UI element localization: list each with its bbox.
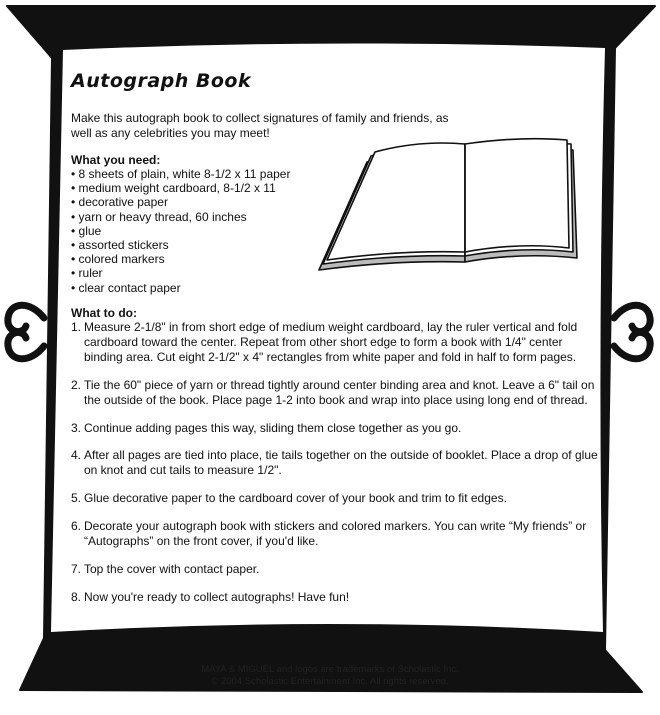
step-item: [71, 320, 599, 365]
step-text: Now you're ready to collect autographs! Have fun!: [84, 590, 350, 604]
step-text: Glue decorative paper to the cardboard cover of your book and trim to fit edges.: [84, 491, 507, 505]
step-number: 1.: [71, 320, 82, 334]
copyright-line: © 2004 Scholastic Entertainment Inc. All rights reserved.: [211, 676, 449, 687]
step-item: [71, 448, 599, 478]
step-number: 6.: [71, 519, 82, 533]
step-number: 4.: [71, 448, 82, 462]
todo-heading: What to do:: [71, 306, 137, 320]
list-item: • yarn or heavy thread, 60 inches: [71, 210, 290, 224]
list-item: • 8 sheets of plain, white 8-1/2 x 11 paper: [71, 167, 290, 181]
step-item: [71, 378, 599, 408]
copyright-footer: [0, 664, 660, 688]
list-item: • glue: [71, 224, 290, 238]
step-text: After all pages are tied into place, tie tails together on the outside of booklet. Place a drop of glue on knot and cut tails to measure 1/2".: [84, 448, 598, 477]
list-item: • colored markers: [71, 252, 290, 266]
step-number: 2.: [71, 378, 82, 392]
step-text: Decorate your autograph book with stickers and colored markers. You can write “My friends” or “Autographs” on the front cover, if you'd like.: [84, 519, 587, 548]
trademark-line: MAYA & MIGUEL and logos are trademarks of Scholastic Inc.: [201, 664, 459, 675]
step-item: [71, 519, 599, 549]
intro-text: Make this autograph book to collect signatures of family and friends, as well as any celebrities you may meet!: [71, 111, 449, 140]
step-item: [71, 590, 599, 605]
step-text: Measure 2-1/8" in from short edge of medium weight cardboard, lay the ruler vertical and fold cardboard toward the center. Repeat from other short edge to form a book with 1/4" center binding area. Cut eight 2-1/2" x 4" rectangles from white paper and fold in half to form pages.: [84, 320, 578, 364]
page-title: Autograph Book: [71, 70, 252, 92]
step-number: 8.: [71, 590, 82, 604]
step-text: Top the cover with contact paper.: [84, 562, 260, 576]
step-number: 7.: [71, 562, 82, 576]
needs-list: [71, 167, 290, 295]
list-item: • assorted stickers: [71, 238, 290, 252]
list-item: • medium weight cardboard, 8-1/2 x 11: [71, 181, 290, 195]
step-item: [71, 562, 599, 577]
step-number: 5.: [71, 491, 82, 505]
needs-heading: What you need:: [71, 153, 161, 167]
step-item: [71, 421, 599, 436]
step-number: 3.: [71, 421, 82, 435]
step-item: [71, 491, 599, 506]
list-item: • clear contact paper: [71, 281, 290, 295]
open-book-illustration: [315, 132, 583, 280]
list-item: • decorative paper: [71, 195, 290, 209]
list-item: • ruler: [71, 266, 290, 280]
step-text: Continue adding pages this way, sliding them close together as you go.: [84, 421, 462, 435]
step-text: Tie the 60" piece of yarn or thread tightly around center binding area and knot. Leave a 6" tail on the outside of the book. Place page 1-2 into book and wrap into place using long end of thread.: [84, 378, 595, 407]
